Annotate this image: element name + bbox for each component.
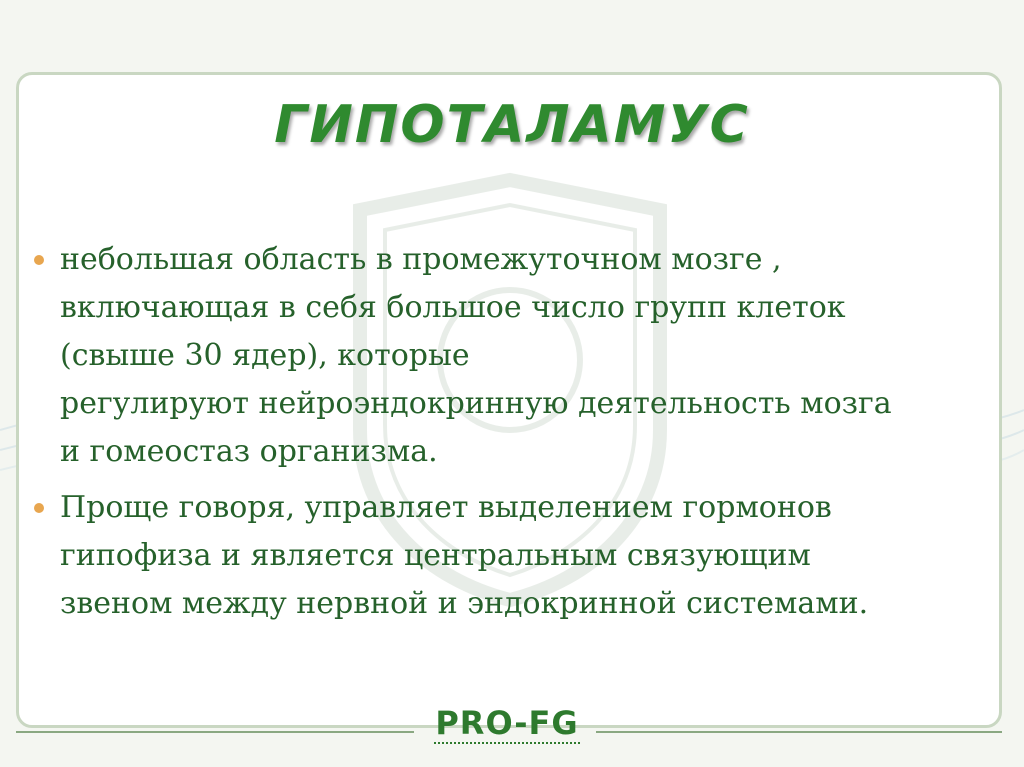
bullet-line: регулируют нейроэндокринную деятельность мозга xyxy=(60,386,892,421)
bullet-line: включающая в себя большое число групп клеток xyxy=(60,290,846,325)
bullet-line: гипофиза и является центральным связующим xyxy=(60,538,811,573)
bullet-dot-icon xyxy=(34,503,44,513)
bullet-line: (свыше 30 ядер), которые xyxy=(60,338,470,373)
footer-logo xyxy=(424,706,590,748)
bullet-line: Проще говоря, управляет выделением гормонов xyxy=(60,490,832,525)
bullet-line: звеном между нервной и эндокринной системами. xyxy=(60,586,869,621)
bullet-line: небольшая область в промежуточном мозге , xyxy=(60,242,782,277)
footer-logo-text: PRO-FG xyxy=(435,704,579,742)
slide-title: ГИПОТАЛАМУС xyxy=(274,95,750,155)
footer-divider-right xyxy=(596,731,1002,733)
footer-logo-subline xyxy=(434,742,580,748)
bullet-dot-icon xyxy=(34,255,44,265)
bullet-item xyxy=(32,236,1007,476)
footer-divider-left xyxy=(16,731,414,733)
bullet-line: и гомеостаз организма. xyxy=(60,434,438,469)
bullet-item xyxy=(32,484,1007,628)
bullet-list xyxy=(32,236,1007,636)
